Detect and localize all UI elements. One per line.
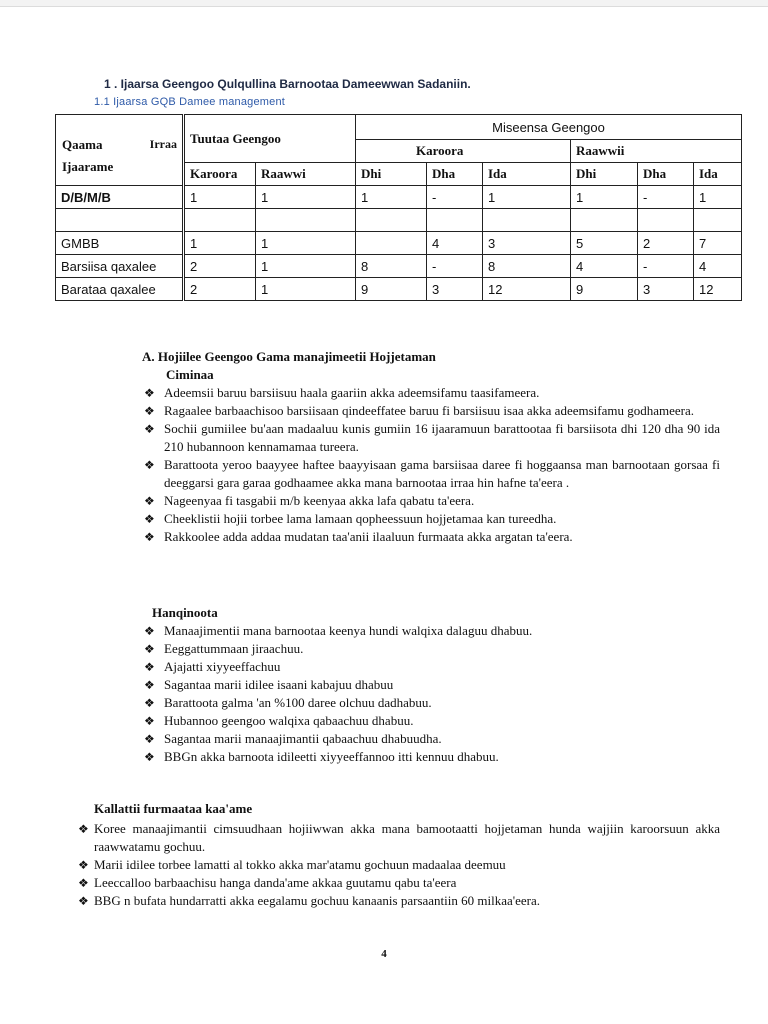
cell: 7	[694, 232, 742, 255]
cell: 2	[638, 232, 694, 255]
cell: 3	[638, 278, 694, 301]
cell: -	[638, 255, 694, 278]
bullet-diamond-icon: ❖	[144, 642, 155, 656]
list-item: ❖ Rakkoolee adda addaa mudatan taa'anii ilaaluun furmaata akka argatan ta'eera.	[144, 529, 573, 544]
bullet-diamond-icon: ❖	[144, 512, 155, 526]
weaknesses-list	[142, 622, 720, 766]
cell: 1	[694, 186, 742, 209]
cell: 9	[356, 278, 427, 301]
list-item: ❖ Nageenyaa fi tasgabii m/b keenyaa akka lafa qabatu ta'eera.	[144, 493, 475, 508]
bullet-diamond-icon: ❖	[144, 624, 155, 638]
cell: 5	[571, 232, 638, 255]
bullet-diamond-icon: ❖	[144, 530, 155, 544]
solutions-title: Kallattii furmaataa kaa'ame	[94, 801, 253, 816]
bullet-diamond-icon: ❖	[144, 750, 155, 764]
header-dhi-karoora: Dhi	[356, 163, 427, 186]
cell: -	[427, 186, 483, 209]
bullet-diamond-icon: ❖	[78, 822, 89, 836]
section-a-title: A. Hojiilee Geengoo Gama manajimeetii Hojjetaman	[142, 349, 436, 364]
header-ida-raawwii: Ida	[694, 163, 742, 186]
cell: 1	[256, 255, 356, 278]
header-tuutaa: Tuutaa Geengoo	[184, 115, 356, 163]
cell: 2	[184, 255, 256, 278]
header-tuutaa-raawwi: Raawwi	[256, 163, 356, 186]
bullet-diamond-icon: ❖	[78, 894, 89, 908]
cell	[638, 209, 694, 232]
table-row	[56, 278, 742, 301]
row-name: Barsiisa qaxalee	[56, 255, 184, 278]
list-item: ❖ Cheeklistii hojii torbee lama lamaan qopheessuun hojjetamaa kan tureedha.	[144, 511, 557, 526]
header-raawwii: Raawwii	[571, 140, 742, 163]
table-row	[56, 209, 742, 232]
cell: -	[427, 255, 483, 278]
solutions-list	[76, 820, 720, 910]
bullet-diamond-icon: ❖	[144, 404, 155, 418]
weaknesses-title: Hanqinoota	[152, 605, 218, 620]
list-item: ❖ Barattoota yeroo baayyee haftee baayyisaan gama barsiisaa daree fi hoggaansa man barnootaan gorsaa fi deeggarsi gara garaa godhaamee akka mana barnootaa irraa hin hafne ta'eera .	[144, 457, 720, 490]
header-dha-raawwii: Dha	[638, 163, 694, 186]
list-item: ❖ Leeccalloo barbaachisu hanga danda'ame akkaa guutamu qabu ta'eera	[78, 875, 457, 890]
header-dha-karoora: Dha	[427, 163, 483, 186]
row-name: Barataa qaxalee	[56, 278, 184, 301]
cell: 12	[694, 278, 742, 301]
list-item: ❖ BBGn akka barnoota idileetti xiyyeeffannoo itti kennuu dhabuu.	[144, 749, 499, 764]
strengths-list	[142, 384, 720, 546]
bullet-diamond-icon: ❖	[144, 386, 155, 400]
row-name	[56, 209, 184, 232]
table-row	[56, 255, 742, 278]
list-item: ❖ Koree manaajimantii cimsuudhaan hojiiwwan akka mana bamootaatti hojjetaman hunda wajjiin karoorsuun akka raawwatamu gochuu.	[78, 821, 720, 854]
header-karoora: Karoora	[356, 140, 571, 163]
header-miseensa: Miseensa Geengoo	[356, 115, 742, 140]
solutions-section	[76, 800, 720, 910]
header-ida-karoora: Ida	[483, 163, 571, 186]
cell: 4	[571, 255, 638, 278]
cell: 2	[184, 278, 256, 301]
list-item: ❖ Adeemsii baruu barsiisuu haala gaariin akka adeemsifamu taasifameera.	[144, 385, 540, 400]
cell: -	[638, 186, 694, 209]
bullet-diamond-icon: ❖	[144, 696, 155, 710]
list-item: ❖ Ajajatti xiyyeeffachuu	[144, 659, 281, 674]
list-item: ❖ Hubannoo geengoo walqixa qabaachuu dhabuu.	[144, 713, 414, 728]
list-item: ❖ Ragaalee barbaachisoo barsiisaan qindeeffatee baruu fi barsiisuu isaa akka adeemsifamu godhameera.	[144, 403, 694, 418]
list-item: ❖ Sagantaa marii idilee isaani kabajuu dhabuu	[144, 677, 394, 692]
cell: 4	[427, 232, 483, 255]
list-item: ❖ Barattoota galma 'an %100 daree olchuu dadhabuu.	[144, 695, 432, 710]
table-row	[56, 232, 742, 255]
header-qaama: Qaama Irraa Ijaarame	[56, 115, 184, 186]
top-border	[0, 0, 768, 7]
cell: 1	[256, 232, 356, 255]
cell: 3	[483, 232, 571, 255]
cell	[427, 209, 483, 232]
list-item: ❖ Eeggattummaan jiraachuu.	[144, 641, 304, 656]
bullet-diamond-icon: ❖	[78, 876, 89, 890]
bullet-diamond-icon: ❖	[144, 458, 155, 472]
row-name: GMBB	[56, 232, 184, 255]
header-tuutaa-karoora: Karoora	[184, 163, 256, 186]
structure-table	[55, 114, 742, 301]
cell: 1	[256, 186, 356, 209]
bullet-diamond-icon: ❖	[144, 422, 155, 436]
cell: 8	[356, 255, 427, 278]
bullet-diamond-icon: ❖	[144, 678, 155, 692]
section-heading: 1 . Ijaarsa Geengoo Qulqullina Barnootaa Dameewwan Sadaniin.	[104, 77, 471, 91]
header-dhi-raawwii: Dhi	[571, 163, 638, 186]
table-row	[56, 186, 742, 209]
bullet-diamond-icon: ❖	[144, 494, 155, 508]
cell	[356, 232, 427, 255]
list-item: ❖ Marii idilee torbee lamatti al tokko akka mar'atamu gochuun madaalaa deemuu	[78, 857, 506, 872]
cell	[184, 209, 256, 232]
page-number: 4	[381, 948, 387, 960]
list-item: ❖ Sochii gumiilee bu'aan madaaluu kunis gumiin 16 ijaaramuun barattootaa fi barsiisota dhi 120 dha 90 ida 210 hubannoon kennamamaa tureera.	[144, 421, 720, 454]
section-a-subtitle: Ciminaa	[166, 367, 214, 382]
list-item: ❖ Manaajimentii mana barnootaa keenya hundi walqixa dalaguu dhabuu.	[144, 623, 533, 638]
list-item: ❖ Sagantaa marii manaajimantii qabaachuu dhabuudha.	[144, 731, 442, 746]
list-item: ❖ BBG n bufata hundarratti akka eegalamu gochuu kanaanis parsaantiin 60 milkaa'eera.	[78, 893, 540, 908]
cell	[571, 209, 638, 232]
cell: 1	[184, 232, 256, 255]
weaknesses-section	[142, 604, 720, 766]
cell	[356, 209, 427, 232]
cell: 1	[256, 278, 356, 301]
table-header-row-1	[56, 115, 742, 140]
row-name: D/B/M/B	[56, 186, 184, 209]
bullet-diamond-icon: ❖	[144, 660, 155, 674]
subsection-heading: 1.1 Ijaarsa GQB Damee management	[94, 96, 286, 108]
bullet-diamond-icon: ❖	[144, 732, 155, 746]
bullet-diamond-icon: ❖	[78, 858, 89, 872]
cell	[694, 209, 742, 232]
cell: 1	[483, 186, 571, 209]
cell: 12	[483, 278, 571, 301]
cell	[483, 209, 571, 232]
cell: 4	[694, 255, 742, 278]
cell: 3	[427, 278, 483, 301]
section-a	[142, 348, 720, 546]
cell	[256, 209, 356, 232]
cell: 1	[571, 186, 638, 209]
cell: 9	[571, 278, 638, 301]
bullet-diamond-icon: ❖	[144, 714, 155, 728]
cell: 1	[356, 186, 427, 209]
cell: 8	[483, 255, 571, 278]
cell: 1	[184, 186, 256, 209]
